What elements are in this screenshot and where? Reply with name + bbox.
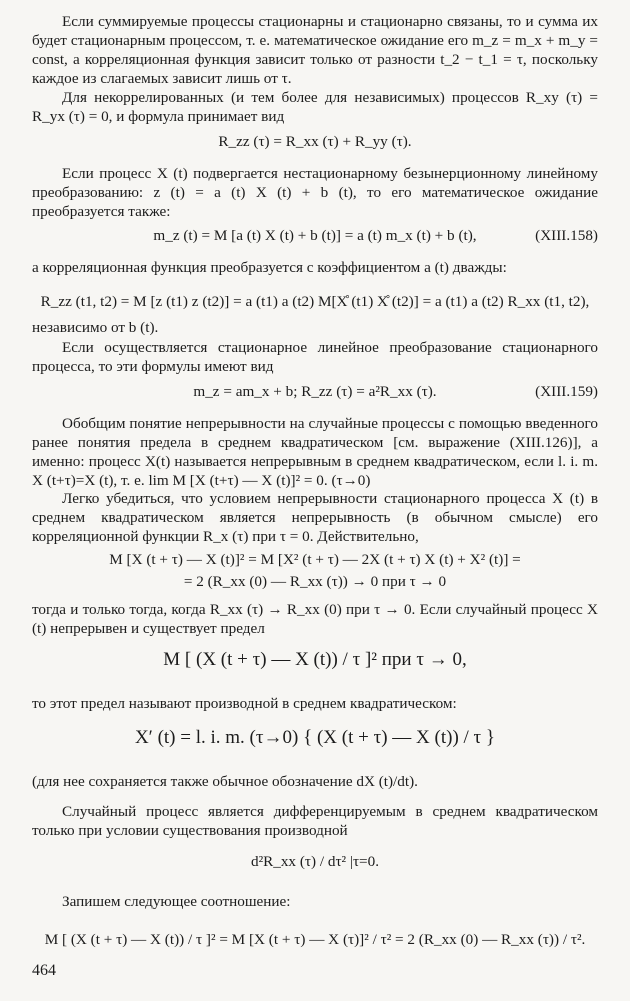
paragraph-continuity-condition: Легко убедиться, что условием непрерывности стационарного процесса X (t) в среднем квадратическом является непрерывность (в обычном смысле) его корреляционной функции R_x (τ) при τ = 0. Действительно, <box>32 490 598 545</box>
equation-limit: M [ (X (t + τ) — X (t)) / τ ]² при τ → 0, <box>163 649 467 670</box>
equation-second-derivative: d²R_xx (τ) / dτ² |τ=0. <box>250 853 380 870</box>
equation-number-159: (XIII.159) <box>535 383 598 400</box>
page-number: 464 <box>32 962 56 979</box>
equation-correlation-transform: R_zz (t1, t2) = M [z (t1) z (t2)] = a (t1) a (t2) M[X̊ (t1) X̊ (t2)] = a (t1) a (t2) R_xx (t1, t2), <box>40 293 590 310</box>
paragraph-correlation-coefficient: а корреляционная функция преобразуется с коэффициентом a (t) дважды: <box>32 259 507 276</box>
paragraph-uncorrelated: Для некоррелированных (и тем более для независимых) процессов R_xy (τ) = R_yx (τ) = 0, и формула принимает вид <box>32 89 598 125</box>
paragraph-continuity-definition: Обобщим понятие непрерывности на случайные процессы с помощью введенного ранее понятия предела в среднем квадратическом [см. выражение (XIII.126)], а именно: процесс X(t) называется непрерывным в среднем квадратическом, если l. i. m. X (t+τ)=X (t), т. е. lim M [X (t+τ) — X (t)]² = 0. (τ→0) <box>32 415 598 489</box>
equation-relation: M [ (X (t + τ) — X (t)) / τ ]² = M [X (t + τ) — X (τ)]² / τ² = 2 (R_xx (0) — R_xx (τ)) / τ². <box>44 931 586 948</box>
equation-number-158: (XIII.158) <box>535 227 598 244</box>
paragraph-derivative-definition: то этот предел называют производной в среднем квадратическом: <box>32 695 457 712</box>
equation-mean-square-difference-line2: = 2 (R_xx (0) — R_xx (τ)) → 0 при τ → 0 <box>183 573 447 590</box>
equation-mean-transform-body: m_z (t) = M [a (t) X (t) + b (t)] = a (t) m_x (t) + b (t), <box>153 227 477 244</box>
equation-mean-transform <box>32 226 598 245</box>
paragraph-stationary-linear: Если осуществляется стационарное линейное преобразование стационарного процесса, то эти формулы имеют вид <box>32 339 598 375</box>
paragraph-independent-of-b: независимо от b (t). <box>32 319 159 336</box>
equation-stationary-transform-body: m_z = am_x + b; R_zz (τ) = a²R_xx (τ). <box>193 383 437 400</box>
paragraph-differentiability: Случайный процесс является дифференцируемым в среднем квадратическом только при условии существования производной <box>32 803 598 839</box>
equation-sum-correlation: R_zz (τ) = R_xx (τ) + R_yy (τ). <box>218 133 412 150</box>
paragraph-limit-exists: тогда и только тогда, когда R_xx (τ) → R_xx (0) при τ → 0. Если случайный процесс X (t) непрерывен и существует предел <box>32 601 598 637</box>
paragraph-nonstationary-transform: Если процесс X (t) подвергается нестационарному безынерционному линейному преобразованию: z (t) = a (t) X (t) + b (t), то его математическое ожидание преобразуется также: <box>32 165 598 220</box>
equation-mean-square-difference-line1: M [X (t + τ) — X (t)]² = M [X² (t + τ) — 2X (t + τ) X (t) + X² (t)] = <box>109 551 521 568</box>
paragraph-derivative-notation: (для нее сохраняется также обычное обозначение dX (t)/dt). <box>32 773 418 790</box>
paragraph-relation: Запишем следующее соотношение: <box>62 893 291 910</box>
equation-derivative: X′ (t) = l. i. m. (τ→0) { (X (t + τ) — X (t)) / τ } <box>134 727 496 748</box>
paragraph-sum-stationary: Если суммируемые процессы стационарны и стационарно связаны, то и сумма их будет стационарным процессом, т. е. математическое ожидание его m_z = m_x + m_y = const, а корреляционная функция зависит только от разности t_2 − t_1 = τ, поскольку каждое из слагаемых зависит лишь от τ. <box>32 13 598 87</box>
equation-stationary-transform <box>32 382 598 401</box>
